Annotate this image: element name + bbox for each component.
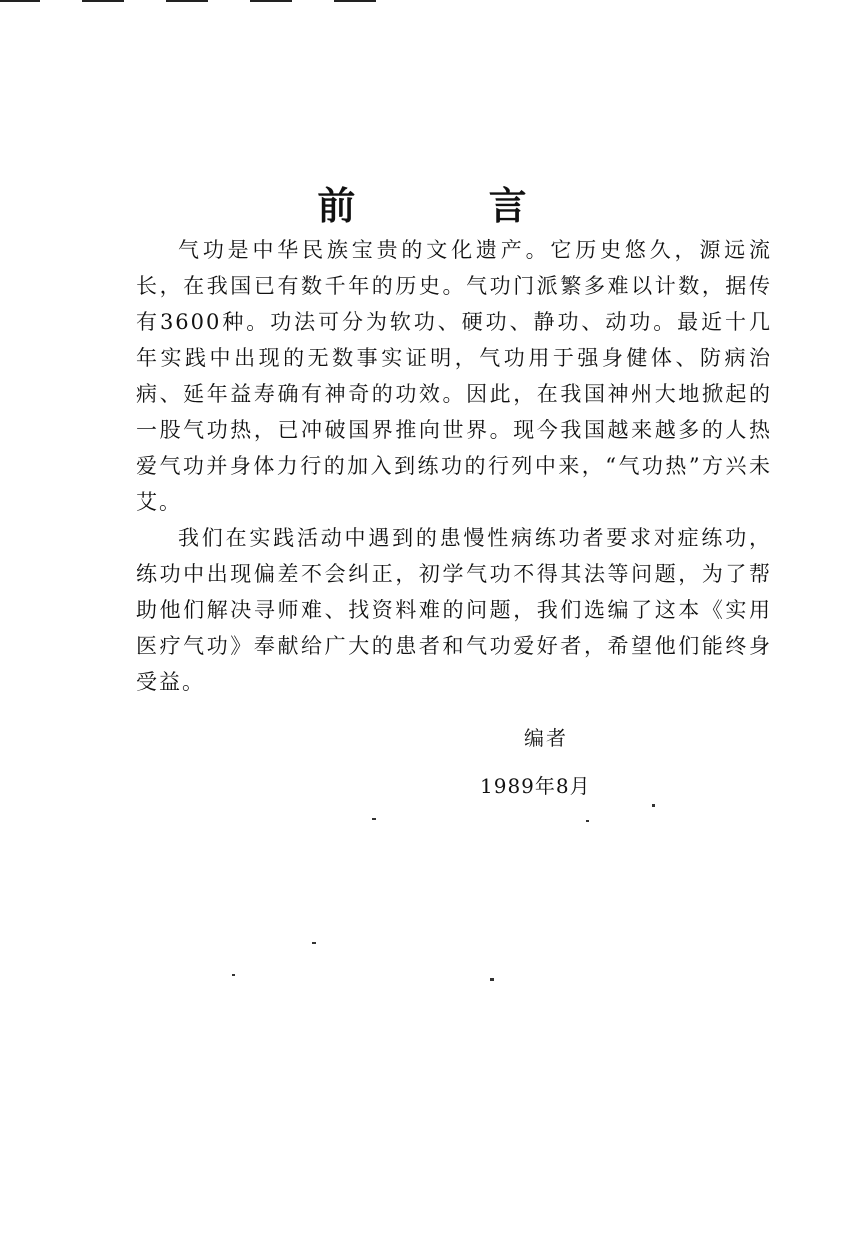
preface-paragraph-2: 我们在实践活动中遇到的患慢性病练功者要求对症练功，练功中出现偏差不会纠正，初学气功不得其法等问题，为了帮助他们解决寻师难、找资料难的问题，我们选编了这本《实用医疗气功》奉献给广大的患者和气功爱好者，希望他们能终身受益。 (136, 526, 772, 694)
scan-speck (312, 942, 316, 944)
scan-speck (586, 820, 589, 822)
top-rule (82, 0, 124, 2)
preface-body (136, 232, 772, 700)
page-title: 前 言 (317, 184, 587, 229)
top-rule (0, 0, 40, 2)
top-rule (250, 0, 292, 2)
scan-speck (652, 804, 655, 807)
scan-speck (490, 978, 494, 981)
signature-author: 编者 (524, 726, 568, 750)
scan-speck (232, 974, 235, 976)
signature-date: 1989年8月 (480, 774, 591, 798)
scan-speck (372, 818, 376, 820)
top-edge-rules (0, 0, 844, 4)
preface-paragraph-1: 气功是中华民族宝贵的文化遗产。它历史悠久，源远流长，在我国已有数千年的历史。气功门派繁多难以计数，据传有3600种。功法可分为软功、硬功、静功、动功。最近十几年实践中出现的无数事实证明，气功用于强身健体、防病治病、延年益寿确有神奇的功效。因此，在我国神州大地掀起的一股气功热，已冲破国界推向世界。现今我国越来越多的人热爱气功并身体力行的加入到练功的行列中来，“气功热”方兴未艾。 (136, 238, 772, 514)
top-rule (166, 0, 208, 2)
top-rule (334, 0, 376, 2)
